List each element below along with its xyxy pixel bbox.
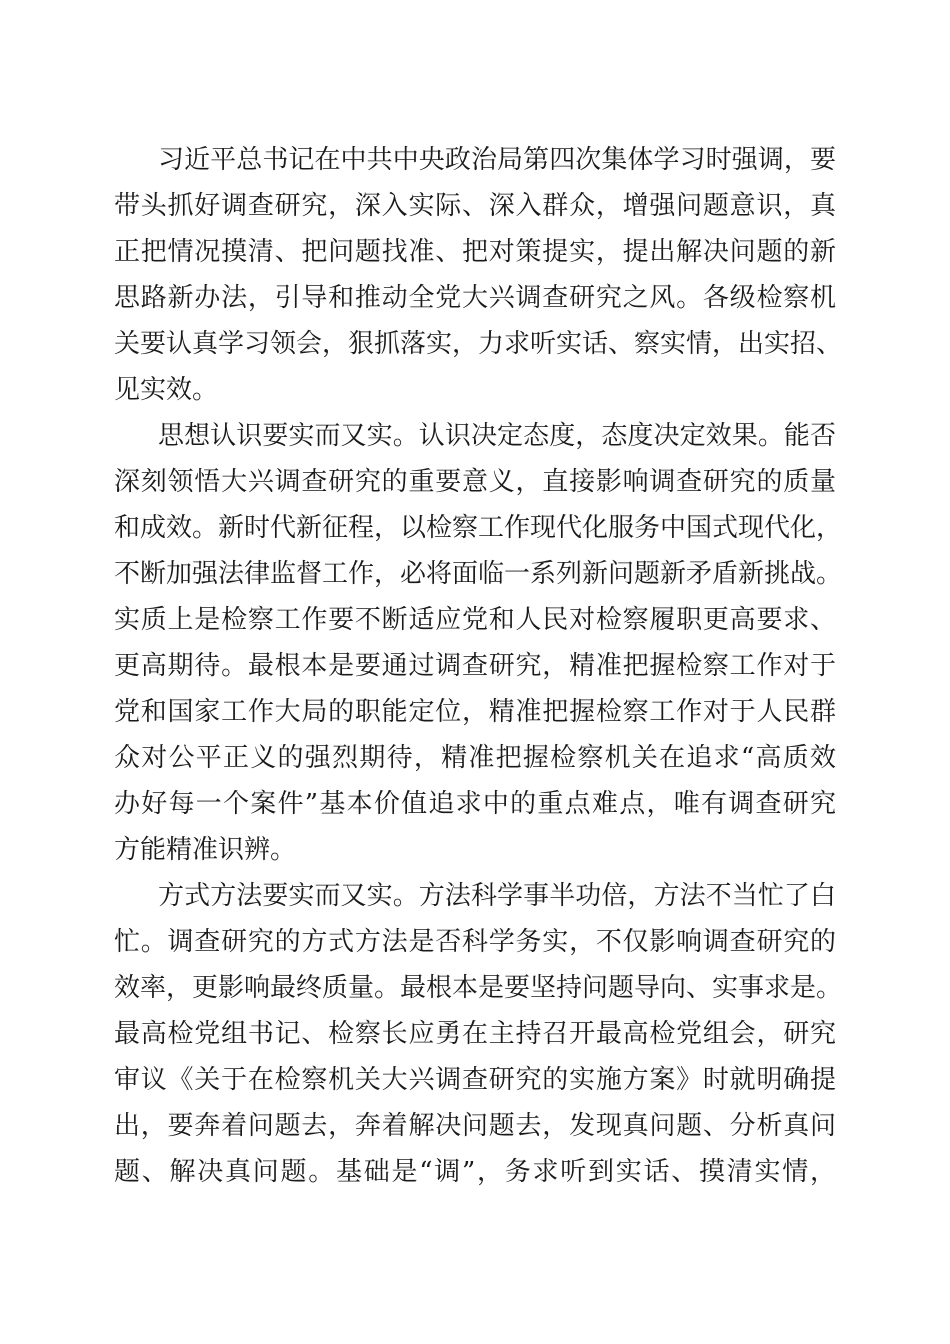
paragraph-2-line-1: 思想认识要实而又实。认识决定态度，态度决定效果。能否 <box>158 421 836 451</box>
paragraph-2-line-10: 方能精准识辨。 <box>114 835 297 865</box>
paragraph-1-line-6: 见实效。 <box>114 375 219 405</box>
paragraph-1-line-3: 正把情况摸清、把问题找准、把对策提实，提出解决问题的新 <box>114 237 836 267</box>
paragraph-2-line-9: 办好每一个案件”基本价值追求中的重点难点，唯有调查研究 <box>114 789 836 819</box>
paragraph-1-line-1: 习近平总书记在中共中央政治局第四次集体学习时强调，要 <box>158 145 836 175</box>
paragraph-2-line-6: 更高期待。最根本是要通过调查研究，精准把握检察工作对于 <box>114 651 836 681</box>
paragraph-3-line-3: 效率，更影响最终质量。最根本是要坚持问题导向、实事求是。 <box>114 973 843 1003</box>
paragraph-3-line-7: 题、解决真问题。基础是“调”，务求听到实话、摸清实情， <box>114 1157 836 1187</box>
paragraph-1-line-5: 关要认真学习领会，狠抓落实，力求听实话、察实情，出实招、 <box>114 329 843 359</box>
paragraph-2-line-7: 党和国家工作大局的职能定位，精准把握检察工作对于人民群 <box>114 697 836 727</box>
paragraph-2-line-4: 不断加强法律监督工作，必将面临一系列新问题新矛盾新挑战。 <box>114 559 843 589</box>
paragraph-3-line-2: 忙。调查研究的方式方法是否科学务实，不仅影响调查研究的 <box>114 927 836 957</box>
paragraph-3-line-6: 出，要奔着问题去，奔着解决问题去，发现真问题、分析真问 <box>114 1111 836 1141</box>
paragraph-3-line-4: 最高检党组书记、检察长应勇在主持召开最高检党组会，研究 <box>114 1019 836 1049</box>
paragraph-2-line-5: 实质上是检察工作要不断适应党和人民对检察履职更高要求、 <box>114 605 836 635</box>
paragraph-2-line-3: 和成效。新时代新征程，以检察工作现代化服务中国式现代化， <box>114 513 843 543</box>
paragraph-3-line-5: 审议《关于在检察机关大兴调查研究的实施方案》时就明确提 <box>114 1065 836 1095</box>
paragraph-2-line-8: 众对公平正义的强烈期待，精准把握检察机关在追求“高质效 <box>114 743 836 773</box>
paragraph-1-line-2: 带头抓好调查研究，深入实际、深入群众，增强问题意识，真 <box>114 191 836 221</box>
paragraph-2-line-2: 深刻领悟大兴调查研究的重要意义，直接影响调查研究的质量 <box>114 467 836 497</box>
paragraph-3-line-1: 方式方法要实而又实。方法科学事半功倍，方法不当忙了白 <box>158 881 836 911</box>
paragraph-1-line-4: 思路新办法，引导和推动全党大兴调查研究之风。各级检察机 <box>114 283 836 313</box>
